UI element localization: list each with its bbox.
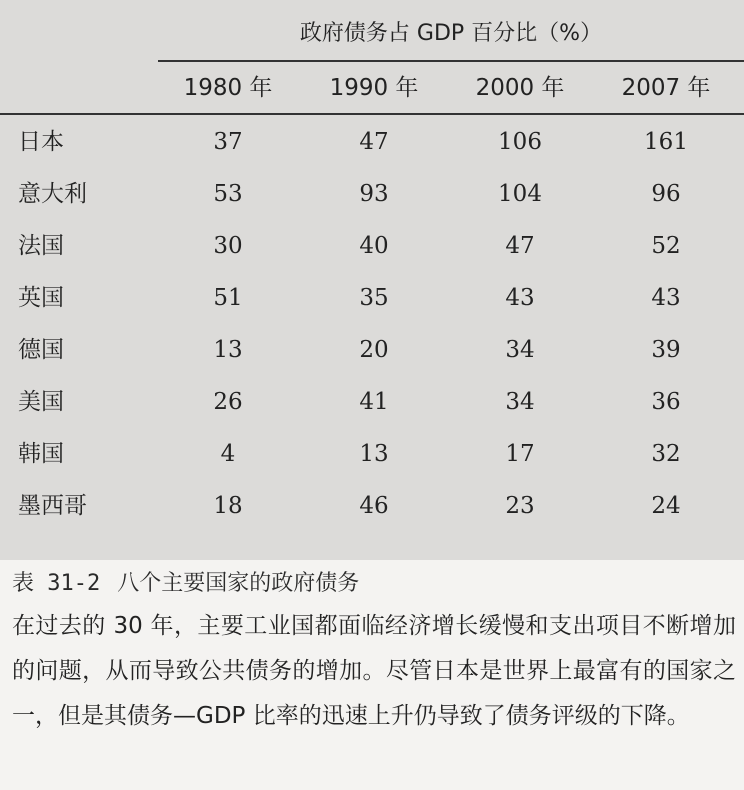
- table-cell: 30: [213, 233, 243, 259]
- row-label-usa: 美国: [18, 389, 64, 415]
- table-row: [0, 480, 744, 532]
- table-cell: 104: [498, 181, 542, 207]
- table-cell: 53: [213, 181, 243, 207]
- body-paragraph: 在过去的 30 年，主要工业国都面临经济增长缓慢和支出项目不断增加的问题，从而导致公共债务的增加。尽管日本是世界上最富有的国家之一，但是其债务—GDP 比率的迅速上升仍导致了债务评级的下降。: [12, 613, 736, 729]
- table-cell: 161: [644, 129, 688, 155]
- table-cell: 51: [213, 285, 243, 311]
- col-header-2007: 2007 年: [621, 75, 711, 101]
- table-cell: 18: [213, 493, 243, 519]
- col-header-1990: 1990 年: [329, 75, 419, 101]
- row-label-korea: 韩国: [18, 441, 64, 467]
- row-label-uk: 英国: [18, 285, 64, 311]
- table-cell: 96: [651, 181, 681, 207]
- table-cell: 93: [359, 181, 389, 207]
- table-cell: 34: [505, 389, 535, 415]
- table-cell: 32: [651, 441, 681, 467]
- row-label-france: 法国: [18, 233, 64, 259]
- table-cell: 43: [651, 285, 681, 311]
- table-cell: 34: [505, 337, 535, 363]
- table-row: [0, 376, 744, 428]
- table-cell: 41: [359, 389, 389, 415]
- table-cell: 106: [498, 129, 542, 155]
- table-rule: [0, 113, 744, 115]
- table-cell: 26: [213, 389, 243, 415]
- caption-number: 表 31-2: [12, 571, 101, 596]
- table-cell: 37: [213, 129, 243, 155]
- table-cell: 40: [359, 233, 389, 259]
- table-cell: 23: [505, 493, 535, 519]
- table-cell: 46: [359, 493, 389, 519]
- caption-title: 八个主要国家的政府债务: [117, 571, 360, 596]
- table-cell: 17: [505, 441, 535, 467]
- table-row: [0, 116, 744, 168]
- table-cell: 20: [359, 337, 389, 363]
- header-rule: [158, 60, 744, 62]
- table-cell: 24: [651, 493, 681, 519]
- table-super-header: 政府债务占 GDP 百分比（%）: [299, 21, 603, 46]
- row-label-mexico: 墨西哥: [18, 493, 87, 519]
- table-caption: [12, 566, 359, 602]
- table-row: [0, 220, 744, 272]
- row-label-italy: 意大利: [18, 181, 87, 207]
- row-label-japan: 日本: [18, 129, 64, 155]
- col-header-1980: 1980 年: [183, 75, 273, 101]
- table-cell: 35: [359, 285, 389, 311]
- table-row: [0, 324, 744, 376]
- table-cell: 13: [359, 441, 389, 467]
- table-cell: 47: [359, 129, 389, 155]
- table-cell: 39: [651, 337, 681, 363]
- table-cell: 47: [505, 233, 535, 259]
- table-cell: 13: [213, 337, 243, 363]
- table-row: [0, 168, 744, 220]
- table-cell: 52: [651, 233, 681, 259]
- table-row: [0, 272, 744, 324]
- col-header-2000: 2000 年: [475, 75, 565, 101]
- table-row: [0, 428, 744, 480]
- row-label-germany: 德国: [18, 337, 64, 363]
- table-cell: 36: [651, 389, 681, 415]
- table-cell: 43: [505, 285, 535, 311]
- table-cell: 4: [220, 441, 236, 467]
